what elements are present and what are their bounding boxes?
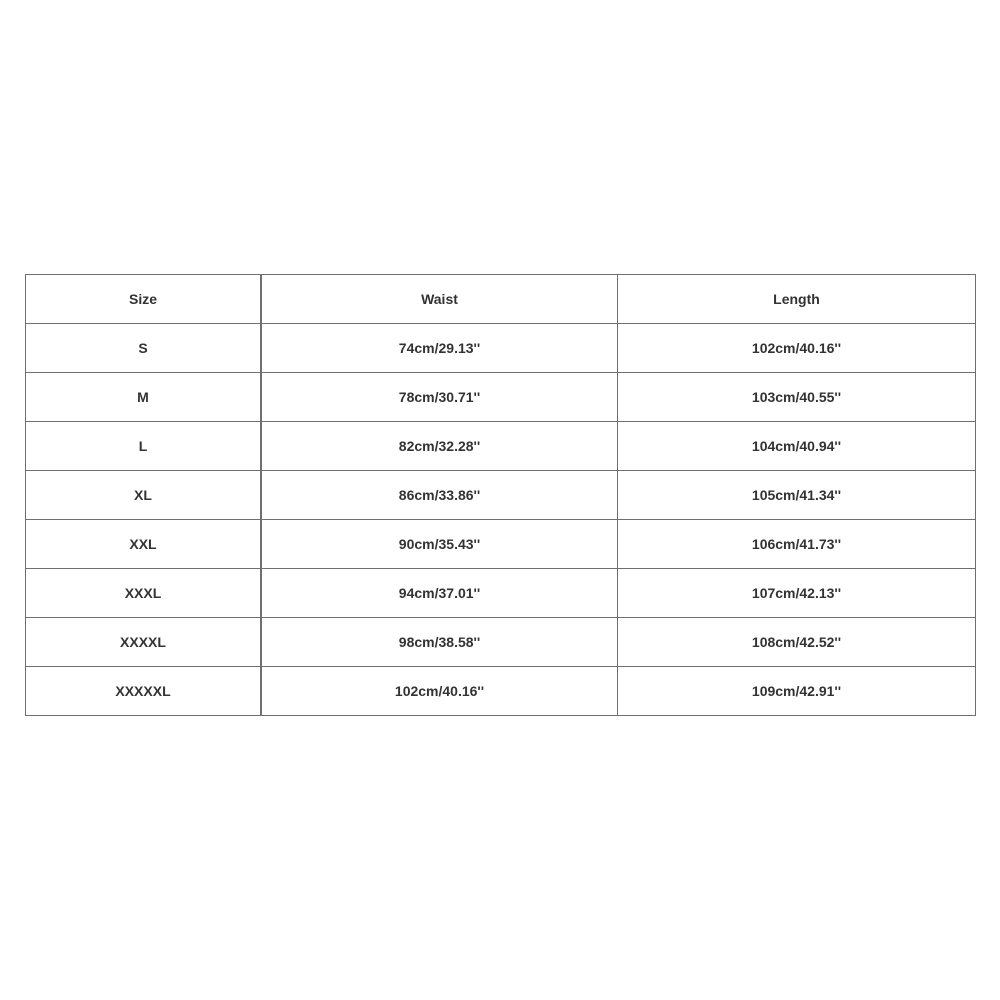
cell-length: 104cm/40.94''	[618, 422, 976, 471]
cell-size: XL	[26, 471, 261, 520]
table-row	[26, 569, 976, 618]
header-waist: Waist	[261, 275, 618, 324]
cell-length: 108cm/42.52''	[618, 618, 976, 667]
table-row	[26, 667, 976, 716]
cell-length: 105cm/41.34''	[618, 471, 976, 520]
cell-length: 107cm/42.13''	[618, 569, 976, 618]
table-row	[26, 618, 976, 667]
cell-size: XXL	[26, 520, 261, 569]
cell-length: 109cm/42.91''	[618, 667, 976, 716]
cell-waist: 74cm/29.13''	[261, 324, 618, 373]
table-header-row	[26, 275, 976, 324]
table-row	[26, 422, 976, 471]
cell-waist: 82cm/32.28''	[261, 422, 618, 471]
cell-size: XXXXL	[26, 618, 261, 667]
cell-waist: 90cm/35.43''	[261, 520, 618, 569]
cell-waist: 78cm/30.71''	[261, 373, 618, 422]
cell-waist: 98cm/38.58''	[261, 618, 618, 667]
cell-waist: 102cm/40.16''	[261, 667, 618, 716]
header-size: Size	[26, 275, 261, 324]
cell-size: M	[26, 373, 261, 422]
table-row	[26, 520, 976, 569]
cell-waist: 86cm/33.86''	[261, 471, 618, 520]
table-row	[26, 373, 976, 422]
cell-size: L	[26, 422, 261, 471]
cell-length: 103cm/40.55''	[618, 373, 976, 422]
cell-waist: 94cm/37.01''	[261, 569, 618, 618]
cell-size: S	[26, 324, 261, 373]
cell-size: XXXL	[26, 569, 261, 618]
cell-length: 106cm/41.73''	[618, 520, 976, 569]
table-row	[26, 471, 976, 520]
header-length: Length	[618, 275, 976, 324]
cell-size: XXXXXL	[26, 667, 261, 716]
size-chart-table	[25, 274, 976, 716]
cell-length: 102cm/40.16''	[618, 324, 976, 373]
table-row	[26, 324, 976, 373]
